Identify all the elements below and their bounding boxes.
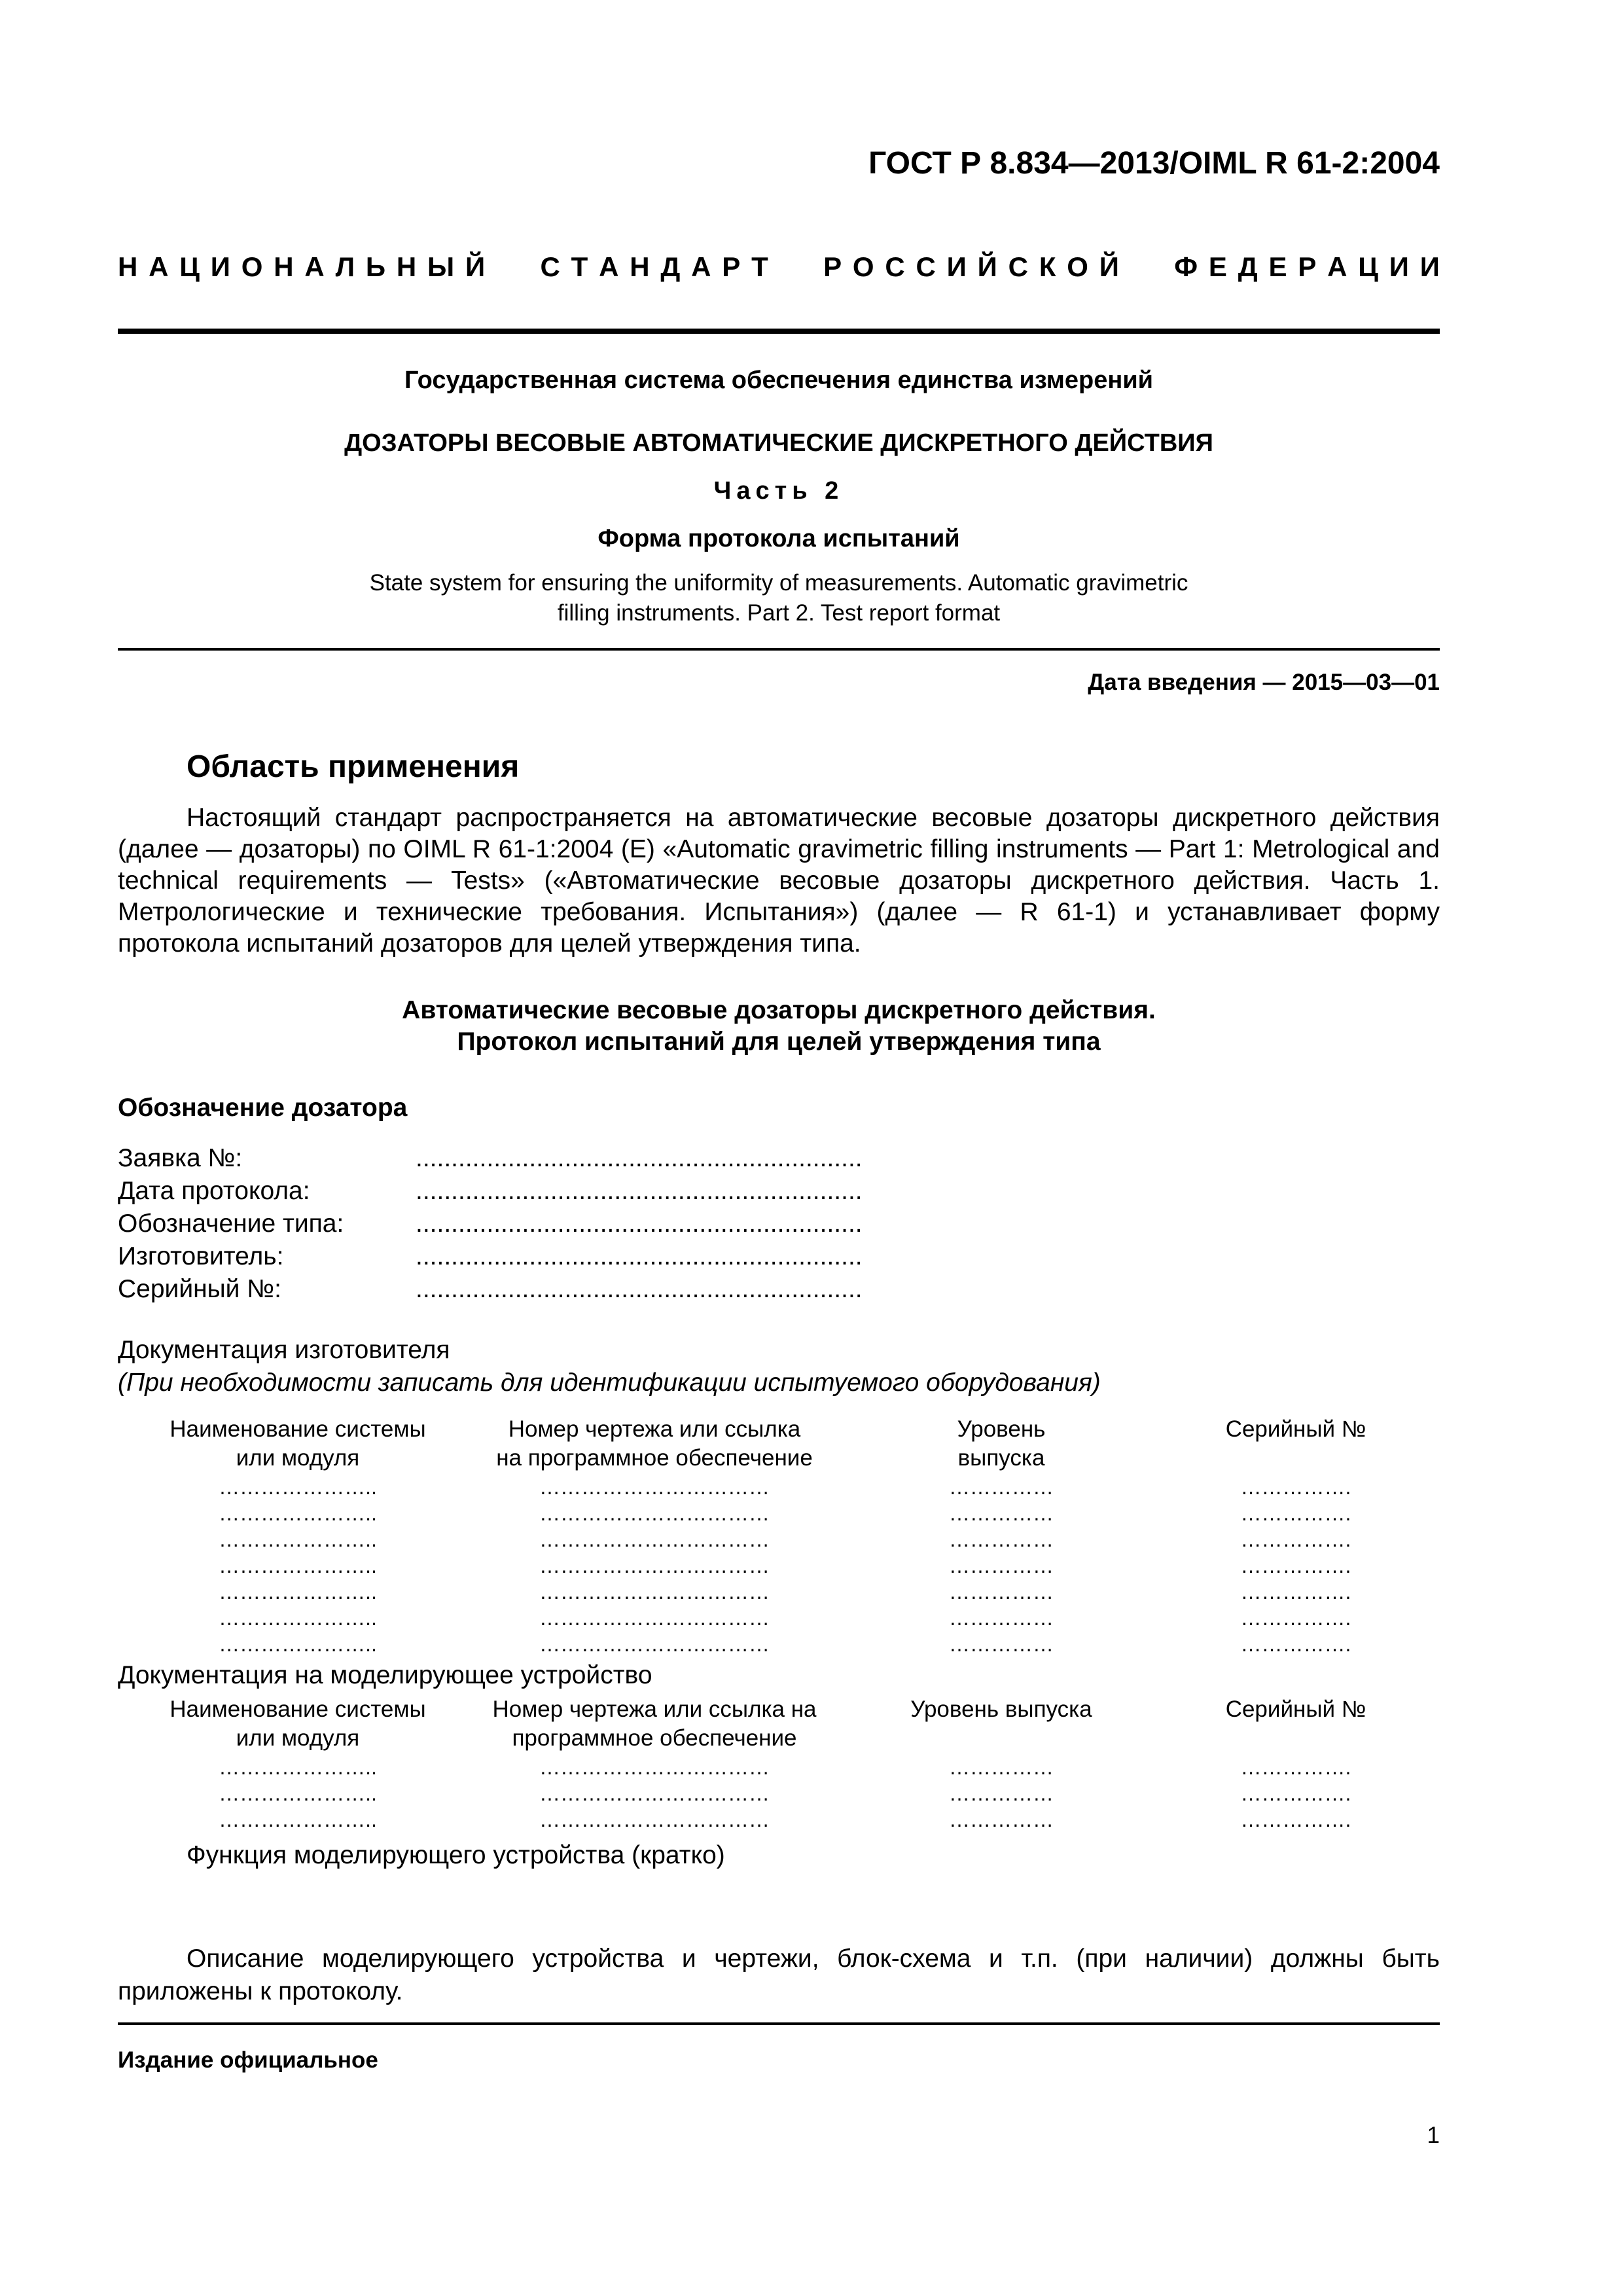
- field-label: Дата протокола:: [118, 1177, 310, 1205]
- column-header: [870, 1415, 1132, 1473]
- column-header: [870, 1695, 1132, 1724]
- field-placeholder: ...............................................................: [416, 1177, 863, 1205]
- report-title-line: Автоматические весовые дозаторы дискретного действия.: [402, 996, 1156, 1024]
- placeholder-cell: ……………………………: [539, 1606, 770, 1630]
- part-title: Форма протокола испытаний: [597, 525, 960, 552]
- system-title: Государственная система обеспечения единства измерений: [404, 367, 1154, 394]
- field-label: Заявка №:: [118, 1144, 243, 1172]
- introduction-date: Дата введения — 2015—03—01: [1088, 670, 1440, 695]
- placeholder-cell: …………………..: [219, 1554, 377, 1577]
- placeholder-cell: …………………..: [219, 1528, 377, 1551]
- english-title-line: filling instruments. Part 2. Test report format: [557, 600, 1001, 626]
- placeholder-cell: …………….: [1240, 1808, 1351, 1831]
- column-header-line: программное обеспечение: [512, 1725, 797, 1751]
- column-header-line: или модуля: [236, 1445, 360, 1471]
- placeholder-cell: …………….: [1240, 1475, 1351, 1499]
- placeholder-cell: ……………: [949, 1554, 1054, 1577]
- placeholder-cell: …………….: [1240, 1501, 1351, 1525]
- column-header: [471, 1415, 838, 1473]
- banner-word: С Т А Н Д А Р Т: [540, 251, 768, 282]
- placeholder-cell: …………….: [1240, 1755, 1351, 1779]
- placeholder-cell: ……………: [949, 1808, 1054, 1831]
- document-title: ДОЗАТОРЫ ВЕСОВЫЕ АВТОМАТИЧЕСКИЕ ДИСКРЕТНОГО ДЕЙСТВИЯ: [344, 429, 1213, 457]
- placeholder-cell: …………………..: [219, 1755, 377, 1779]
- designation-field: [118, 1240, 969, 1273]
- column-header: [134, 1415, 461, 1473]
- placeholder-cell: …………………..: [219, 1501, 377, 1525]
- scope-heading: Область применения: [187, 749, 520, 784]
- placeholder-cell: ……………: [949, 1632, 1054, 1656]
- placeholder-cell: ……………: [949, 1528, 1054, 1551]
- simulator-description: Описание моделирующего устройства и чертежи, блок-схема и т.п. (при наличии) должны быть приложены к протоколу.: [118, 1945, 1440, 2005]
- placeholder-cell: …………………..: [219, 1808, 377, 1831]
- placeholder-cell: ……………………………: [539, 1554, 770, 1577]
- placeholder-cell: …………………..: [219, 1632, 377, 1656]
- column-header-line: Серийный №: [1225, 1696, 1366, 1722]
- column-header-line: Уровень выпуска: [910, 1696, 1092, 1722]
- placeholder-cell: ……………………………: [539, 1580, 770, 1604]
- column-header-line: Наименование системы: [169, 1696, 426, 1722]
- designation-field: [118, 1142, 969, 1175]
- field-placeholder: ...............................................................: [416, 1275, 863, 1303]
- banner-word: Р О С С И Й С К О Й: [823, 251, 1119, 282]
- manufacturer-docs-note: (При необходимости записать для идентификации испытуемого оборудования): [118, 1369, 1101, 1397]
- placeholder-cell: …………………..: [219, 1580, 377, 1604]
- scope-paragraph: Настоящий стандарт распространяется на автоматические весовые дозаторы дискретного действия (далее — дозаторы) по OIML R 61-1:2004 (E) «Automatic gravimetric filling instruments — Part 1: Metrological and technical requirements — Tests» («Автоматические весовые дозаторы дискретного действия. Часть 1. Метрологические и технические требования. Испытания») (далее — R 61-1) и устанавливает форму протокола испытаний дозаторов для целей утверждения типа.: [118, 804, 1440, 958]
- simulator-docs-heading: Документация на моделирующее устройство: [118, 1661, 652, 1689]
- report-title: [118, 995, 1440, 1058]
- national-standard-banner: [118, 250, 1440, 284]
- placeholder-cell: ……………………………: [539, 1755, 770, 1779]
- column-header: [134, 1695, 461, 1753]
- page-number: 1: [1427, 2123, 1440, 2148]
- placeholder-cell: …………….: [1240, 1782, 1351, 1805]
- document-code: ГОСТ Р 8.834—2013/OIML R 61-2:2004: [868, 146, 1440, 181]
- placeholder-cell: …………………..: [219, 1475, 377, 1499]
- placeholder-cell: ……………………………: [539, 1632, 770, 1656]
- part-label: Часть 2: [713, 477, 844, 505]
- placeholder-cell: ……………: [949, 1580, 1054, 1604]
- column-header-line: выпуска: [957, 1445, 1045, 1471]
- field-placeholder: ...............................................................: [416, 1210, 863, 1238]
- placeholder-cell: …………….: [1240, 1580, 1351, 1604]
- banner-word: Ф Е Д Е Р А Ц И И: [1174, 251, 1440, 282]
- column-header: [1165, 1415, 1427, 1444]
- column-header-line: или модуля: [236, 1725, 360, 1751]
- field-placeholder: ...............................................................: [416, 1242, 863, 1270]
- manufacturer-docs-heading: Документация изготовителя: [118, 1336, 450, 1364]
- placeholder-cell: ……………: [949, 1606, 1054, 1630]
- column-header-line: Серийный №: [1225, 1416, 1366, 1442]
- placeholder-cell: …………………..: [219, 1606, 377, 1630]
- placeholder-cell: ……………………………: [539, 1782, 770, 1805]
- placeholder-cell: ……………: [949, 1501, 1054, 1525]
- title-rule: [118, 648, 1440, 651]
- placeholder-cell: ……………………………: [539, 1501, 770, 1525]
- column-header-line: Номер чертежа или ссылка на: [492, 1696, 817, 1722]
- placeholder-cell: ……………: [949, 1475, 1054, 1499]
- field-label: Обозначение типа:: [118, 1210, 344, 1238]
- column-header-line: Уровень: [957, 1416, 1046, 1442]
- english-title: [118, 568, 1440, 628]
- designation-field: [118, 1175, 969, 1208]
- field-label: Серийный №:: [118, 1275, 281, 1303]
- column-header-line: на программное обеспечение: [496, 1445, 813, 1471]
- column-header-line: Наименование системы: [169, 1416, 426, 1442]
- field-placeholder: ...............................................................: [416, 1144, 863, 1172]
- designation-heading: Обозначение дозатора: [118, 1094, 408, 1122]
- placeholder-cell: ……………: [949, 1755, 1054, 1779]
- column-header-line: Номер чертежа или ссылка: [508, 1416, 801, 1442]
- placeholder-cell: …………………..: [219, 1782, 377, 1805]
- placeholder-cell: ……………………………: [539, 1808, 770, 1831]
- footer-rule: [118, 2022, 1440, 2025]
- column-header: [458, 1695, 851, 1753]
- official-edition-label: Издание официальное: [118, 2047, 378, 2073]
- field-label: Изготовитель:: [118, 1242, 284, 1270]
- placeholder-cell: ……………………………: [539, 1475, 770, 1499]
- placeholder-cell: …………….: [1240, 1632, 1351, 1656]
- report-title-line: Протокол испытаний для целей утверждения типа: [457, 1028, 1101, 1056]
- simulator-function-label: Функция моделирующего устройства (кратко): [187, 1841, 725, 1869]
- placeholder-cell: …………….: [1240, 1528, 1351, 1551]
- placeholder-cell: ……………………………: [539, 1528, 770, 1551]
- designation-field: [118, 1208, 969, 1240]
- banner-word: Н А Ц И О Н А Л Ь Н Ы Й: [118, 251, 486, 282]
- column-header: [1165, 1695, 1427, 1724]
- header-rule: [118, 329, 1440, 334]
- designation-field: [118, 1273, 969, 1306]
- placeholder-cell: ……………: [949, 1782, 1054, 1805]
- placeholder-cell: …………….: [1240, 1554, 1351, 1577]
- english-title-line: State system for ensuring the uniformity of measurements. Automatic gravimetric: [369, 570, 1188, 596]
- placeholder-cell: …………….: [1240, 1606, 1351, 1630]
